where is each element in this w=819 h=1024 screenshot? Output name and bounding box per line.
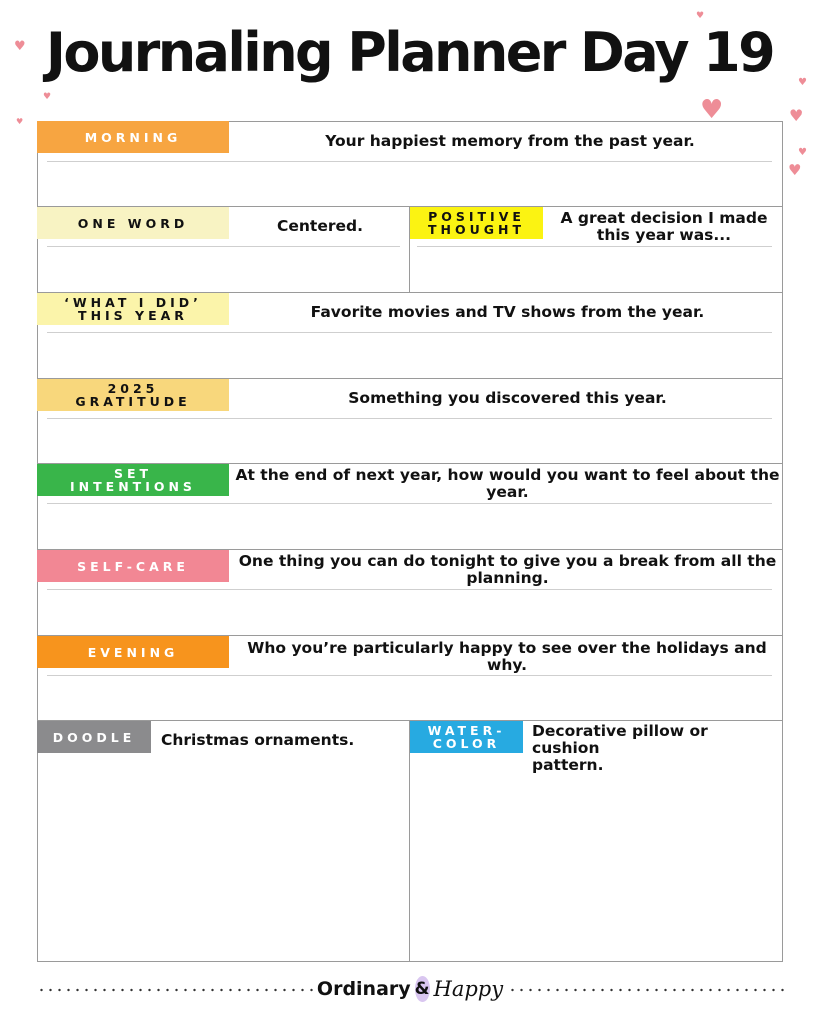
prompt-line: A great decision I made [560, 209, 768, 227]
intentions-label [37, 464, 229, 496]
column-divider [409, 720, 410, 962]
positive-thought-prompt [548, 209, 780, 245]
writing-line [47, 161, 772, 162]
label-text: 2025 [107, 381, 159, 396]
heart-icon: ♥ [43, 92, 52, 102]
intentions-prompt [235, 466, 780, 502]
one-word-prompt: Centered. [277, 216, 363, 235]
label-text: EVENING [87, 644, 179, 660]
brand-ordinary: Ordinary [316, 978, 411, 1000]
prompt-line: One thing you can do tonight to give you a break from all the [238, 552, 777, 570]
prompt-line: planning. [466, 569, 549, 587]
watercolor-label [410, 721, 523, 753]
label-text: GRATITUDE [75, 394, 191, 409]
heart-icon: ♥ [798, 147, 807, 158]
heart-icon: ♥ [700, 95, 724, 125]
heart-icon: ♥ [789, 106, 804, 125]
label-text: SELF-CARE [77, 558, 189, 574]
brand-logo [316, 972, 504, 1006]
morning-label [37, 121, 229, 153]
writing-line [47, 246, 400, 247]
label-text: POSITIVE [428, 209, 525, 224]
self-care-label [37, 550, 229, 582]
label-text: SET [113, 466, 153, 481]
label-text: WATER- [427, 723, 506, 738]
watercolor-prompt [532, 722, 777, 774]
writing-line [47, 418, 772, 419]
brand-ampersand: & [415, 976, 430, 1002]
evening-prompt: Who you’re particularly happy to see over the holidays and why. [247, 639, 767, 674]
heart-icon: ♥ [788, 161, 802, 179]
prompt-line: year. [486, 483, 529, 501]
heart-icon: ♥ [16, 117, 24, 126]
label-text: INTENTIONS [70, 479, 196, 494]
label-text: COLOR [432, 736, 501, 751]
gratitude-label [37, 379, 229, 411]
heart-icon: ♥ [14, 39, 26, 54]
what-i-did-prompt: Favorite movies and TV shows from the year. [310, 302, 705, 321]
doodle-prompt: Christmas ornaments. [161, 730, 355, 749]
prompt-line: At the end of next year, how would you want to feel about the [235, 466, 780, 484]
writing-line [47, 503, 772, 504]
one-word-label [37, 207, 229, 239]
positive-thought-label [410, 207, 543, 239]
doodle-label [37, 721, 151, 753]
prompt-line: this year was... [596, 226, 732, 244]
label-text: THIS YEAR [78, 308, 188, 323]
writing-line [417, 246, 772, 247]
label-text: ‘WHAT I DID’ [64, 295, 202, 310]
footer-dotted-line [508, 987, 786, 993]
writing-line [47, 589, 772, 590]
prompt-line: pattern. [532, 756, 604, 774]
self-care-prompt [235, 552, 780, 588]
heart-icon: ♥ [798, 77, 807, 88]
planner-frame [37, 121, 783, 962]
writing-line [47, 332, 772, 333]
gratitude-prompt: Something you discovered this year. [348, 388, 667, 407]
page-title: Journaling Planner Day 19 [45, 21, 774, 84]
evening-label [37, 636, 229, 668]
what-i-did-label [37, 293, 229, 325]
heart-icon: ♥ [696, 11, 705, 21]
brand-happy: Happy [433, 977, 504, 1001]
morning-prompt: Your happiest memory from the past year. [325, 131, 695, 150]
prompt-line: Decorative pillow or cushion [532, 722, 708, 757]
label-text: THOUGHT [427, 222, 525, 237]
label-text: DOODLE [52, 729, 136, 745]
writing-line [47, 675, 772, 676]
label-text: MORNING [84, 129, 182, 145]
label-text: ONE WORD [77, 215, 189, 231]
footer-dotted-line [37, 987, 315, 993]
